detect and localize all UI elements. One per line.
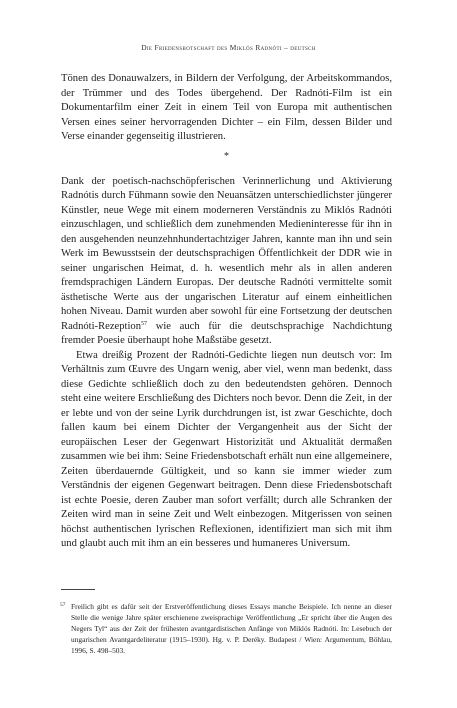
footnote-text: Freilich gibt es dafür seit der Erstveröffentlichung dieses Essays manche Beispiele. Ich nenne an dieser Stelle die wenige Jahre später erschienene zweisprachige Veröffentlichung „Er spricht über die Augen des Negers Tyl“ aus der Zeit der frühesten avantgardistischen Anfänge von Miklós Radnóti. In: Lesebuch der ungarischen Avantgardeliteratur (1915–1930). Hg. v. P. Deréky. Budapest / Wien: Argumentum, Böhlau, 1996, S. 498–503.	[71, 602, 392, 656]
footnote-ref[interactable]: 57	[141, 320, 148, 327]
paragraph-2	[61, 175, 392, 349]
paragraph-3: Etwa dreißig Prozent der Radnóti-Gedichte liegen nun deutsch vor: Im Verhältnis zum Œuvre des Ungarn wenig, aber viel, wenn man bedenkt, dass diese Gedichte schließlich doch zu den bedeutendsten gehören. Dennoch steht eine weitere Erschließung des Dichters noch bevor. Denn die Zeit, in der er lebte und von der seine Lyrik durchdrungen ist, ist zwar Geschichte, doch fallen kaum bei einem Dichter der Vergangenheit aus der Sicht der europäischen Leser der Gegenwart Historizität und Aktualität dermaßen zusammen wie bei ihm: Seine Friedensbotschaft erhält nun eine allgemeinere, Zeiten überdauernde Gültigkeit, und so kann sie immer wieder zum Verständnis der eigenen Gegenwart beitragen. Denn diese Friedensbotschaft ist echte Poesie, deren Zauber man sofort verfällt; durch alle Schranken der Zeiten wird man in seine Zeit und Welt einbezogen. Mitgerissen von seinen höchst authentischen lyrischen Reflexionen, identifiziert man sich mit ihm und glaubt auch mit ihm an ein besseres und humaneres Universum.	[61, 349, 392, 549]
section-separator: *	[224, 150, 229, 162]
footnote-number: 57	[60, 602, 66, 608]
running-header: Die Friedensbotschaft des Miklós Radnóti – deutsch	[141, 43, 316, 52]
paragraph-2-text: Dank der poetisch-nachschöpferischen Verinnerlichung und Aktivierung Radnótis durch Fühmann sowie den Neuansätzen unterschiedlichster jüngerer Künstler, neue Wege mit einem moderneren Verständnis zu Miklós Radnóti einzuschlagen, und schließlich dem zunehmenden Medieninteresse für ihn in den ausgehenden neunzehnhundertachtziger Jahren, kannte man ihn und sein Werk im Bewusstsein der deutschsprachigen Öffentlichkeit der DDR wie in seiner ungarischen Heimat, d. h. wesentlich mehr als in allen anderen fremdsprachigen Ländern Europas. Der deutsche Radnóti vermittelte somit ästhetische Werte aus der ungarischen Literatur auf einem einheitlichen hohen Niveau. Damit wurden aber sowohl für eine Fortsetzung der deutschen Radnóti-Rezeption	[61, 175, 392, 332]
paragraph-1: Tönen des Donauwalzers, in Bildern der Verfolgung, der Arbeitskommandos, der Trümmer und des Todes übergehend. Der Radnóti-Film ist ein Dokumentarfilm einer Zeit in einem Teil von Europa mit authentischen Versen eines seiner hervorragenden Dichter – ein Film, dessen Bilder und Verse einander gegenseitig illustrieren.	[61, 73, 392, 142]
main-text	[61, 72, 392, 552]
footnote	[61, 601, 392, 656]
paragraph-2-text-end: wie auch für die deutschsprachige Nachdichtung fremder Poesie überhaupt hohe Maßstäbe gesetzt.	[61, 320, 392, 346]
footnote-rule	[61, 589, 95, 590]
